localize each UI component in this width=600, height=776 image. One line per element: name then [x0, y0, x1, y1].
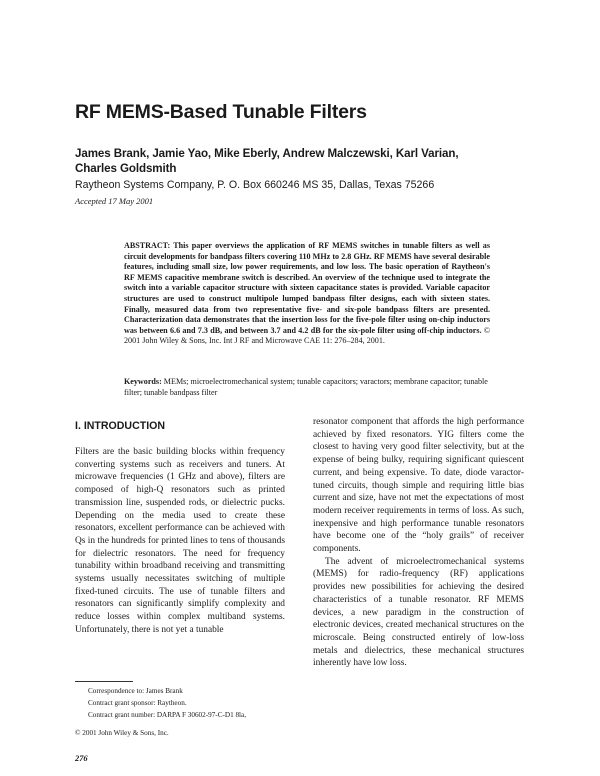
footnote: Contract grant number: DARPA F 30602-97-C-D1 8la, [88, 711, 247, 720]
paragraph: The advent of microelectromechanical systems (MEMS) for radio-frequency (RF) applications provides new possibilities for achieving the desired characteristics of a tunable resonator. RF MEMS devices, a new paradigm in the construction of electronic devices, created mechanical structures on the microscale. Being constructed entirely of low-loss metals and dielectrics, these mechanical structures inherently have low loss. [313, 556, 524, 669]
section-heading: I. INTRODUCTION [75, 420, 166, 432]
page-number: 276 [75, 754, 88, 763]
keywords-text: MEMs; microelectromechanical system; tunable capacitors; varactors; membrane capacitor; tunable filter; tunable bandpass filter [124, 377, 488, 397]
author-list: James Brank, Jamie Yao, Mike Eberly, Andrew Malczewski, Karl Varian, Charles Goldsmith [75, 147, 459, 175]
paper-title: RF MEMS-Based Tunable Filters [75, 101, 367, 123]
accepted-date: Accepted 17 May 2001 [75, 196, 154, 206]
keywords-label: Keywords: [124, 377, 162, 386]
affiliation: Raytheon Systems Company, P. O. Box 660246 MS 35, Dallas, Texas 75266 [75, 179, 435, 191]
footer-copyright: © 2001 John Wiley & Sons, Inc. [75, 729, 169, 737]
abstract [124, 241, 490, 347]
abstract-copyright: © 2001 John Wiley & Sons, Inc. Int J RF and Microwave CAE 11: 276–284, 2001. [124, 325, 490, 346]
column-left [75, 446, 285, 637]
paragraph: Filters are the basic building blocks within frequency converting systems such as receivers and tuners. At microwave frequencies (1 GHz and above), filters are composed of high-Q resonators such as printed transmission line, suspended rods, or dielectric pucks. Depending on the media used to create these resonators, excellent performance can be achieved with Qs in the hundreds for printed lines to tens of thousands for dielectric resonators. The need for frequency tunability within broadband receiving and transmitting systems usually necessitates switching of multiple fixed-tuned circuits. The use of tunable filters and resonators can significantly simplify complexity and reduce losses within complex multiband systems. Unfortunately, there is not yet a tunable [75, 447, 285, 635]
keywords [124, 376, 490, 398]
footnotes [88, 685, 246, 722]
abstract-body: ABSTRACT: This paper overviews the application of RF MEMS switches in tunable filters as well as circuit developments for bandpass filters covering 110 MHz to 2.8 GHz. RF MEMS have several desirable features, including small size, low power requirements, and low loss. The basic operation of Raytheon's RF MEMS capacitive membrane switch is described. An overview of the technique used to integrate the switch into a variable capacitor structure with sixteen capacitance states is provided. Variable capacitor structures are used to construct multipole lumped bandpass filter designs, each with sixteen states. Finally, measured data from two representative five- and six-pole bandpass filters are presented. Characterization data demonstrates that the insertion loss for the five-pole filter using on-chip inductors was between 6.6 and 7.3 dB, and between 3.7 and 4.2 dB for the six-pole filter using off-chip inductors. [124, 241, 490, 335]
footnote: Correspondence to: James Brank [88, 687, 183, 695]
footnote-rule [75, 681, 133, 682]
paragraph: resonator component that affords the high performance achieved by fixed resonators. YIG filters come the closest to having very good filter selectivity, but at the expense of being bulky, requiring significant quiescent current, and being expensive. To date, diode varactor-tuned circuits, though simple and requiring little bias current and size, have not met the expectations of most modern receiver requirements in terms of loss. As such, inexpensive and high performance tunable resonators have become one of the “holy grails” of receiver components. [313, 417, 524, 555]
footnote: Contract grant sponsor: Raytheon. [88, 699, 187, 708]
column-right [313, 416, 524, 670]
